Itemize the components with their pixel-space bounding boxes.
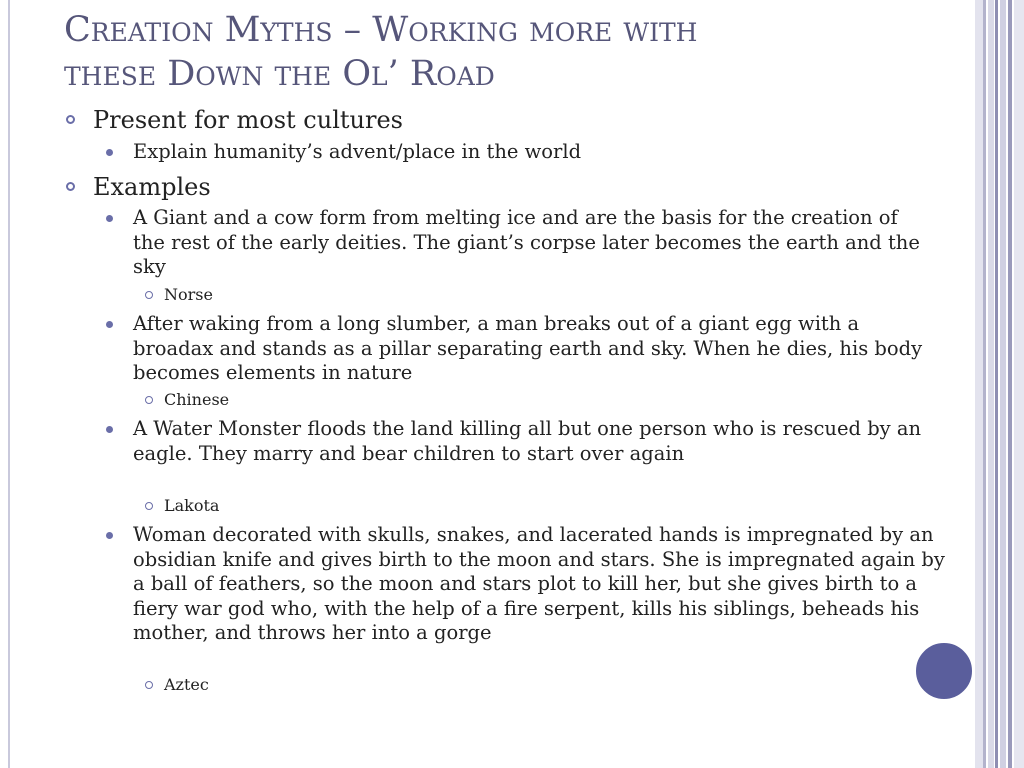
list-item bbox=[145, 675, 845, 695]
decorative-stripe bbox=[988, 0, 994, 768]
decorative-circle bbox=[913, 640, 975, 702]
left-border-line bbox=[8, 0, 10, 768]
small-ring-bullet-icon bbox=[145, 502, 153, 510]
bullet-text: Lakota bbox=[164, 496, 220, 515]
dot-bullet-icon bbox=[106, 532, 113, 539]
small-ring-bullet-icon bbox=[145, 396, 153, 404]
list-item bbox=[106, 140, 926, 165]
dot-bullet-icon bbox=[106, 426, 113, 433]
bullet-text: After waking from a long slumber, a man breaks out of a giant egg with a broadax and stands as a pillar separating earth and sky. When he dies, his body becomes elements in nature bbox=[133, 312, 923, 384]
list-item bbox=[145, 285, 845, 305]
dot-bullet-icon bbox=[106, 149, 113, 156]
list-item bbox=[145, 390, 845, 410]
slide-title bbox=[64, 8, 944, 96]
dot-bullet-icon bbox=[106, 321, 113, 328]
bullet-text: Examples bbox=[93, 173, 211, 201]
bullet-text: Explain humanity’s advent/place in the world bbox=[133, 140, 582, 163]
small-ring-bullet-icon bbox=[145, 681, 153, 689]
bullet-text: A Water Monster floods the land killing all but one person who is rescued by an eagle. They marry and bear children to start over again bbox=[133, 417, 922, 465]
small-ring-bullet-icon bbox=[145, 291, 153, 299]
title-line-1: Creation Myths – Working more with bbox=[64, 10, 698, 50]
list-item bbox=[106, 206, 926, 280]
decorative-stripe bbox=[1008, 0, 1012, 768]
bullet-text: Aztec bbox=[164, 675, 209, 694]
decorative-stripe bbox=[1000, 0, 1006, 768]
decorative-stripe bbox=[983, 0, 986, 768]
bullet-text: Present for most cultures bbox=[93, 106, 403, 134]
decorative-stripe bbox=[975, 0, 983, 768]
list-item bbox=[106, 523, 946, 646]
list-item bbox=[145, 496, 845, 516]
bullet-text: Woman decorated with skulls, snakes, and lacerated hands is impregnated by an obsidian knife and gives birth to the moon and stars. She is impregnated again by a ball of feathers, so the moon and stars plot to kill her, but she gives birth to a fiery war god who, with the help of a fire serpent, kills his siblings, beheads his mother, and throws her into a gorge bbox=[133, 523, 945, 644]
ring-bullet-icon bbox=[66, 182, 75, 191]
bullet-text: Chinese bbox=[164, 390, 230, 409]
list-item bbox=[106, 312, 926, 386]
decorative-stripe bbox=[1014, 0, 1024, 768]
list-item bbox=[64, 173, 924, 201]
bullet-text: Norse bbox=[164, 285, 213, 304]
ring-bullet-icon bbox=[66, 115, 75, 124]
list-item bbox=[106, 417, 926, 466]
title-line-2: these Down the Ol’ Road bbox=[64, 54, 495, 94]
list-item bbox=[64, 106, 924, 134]
decorative-stripe bbox=[995, 0, 998, 768]
dot-bullet-icon bbox=[106, 215, 113, 222]
bullet-text: A Giant and a cow form from melting ice and are the basis for the creation of the rest of the early deities. The giant’s corpse later becomes the earth and the sky bbox=[133, 206, 920, 278]
